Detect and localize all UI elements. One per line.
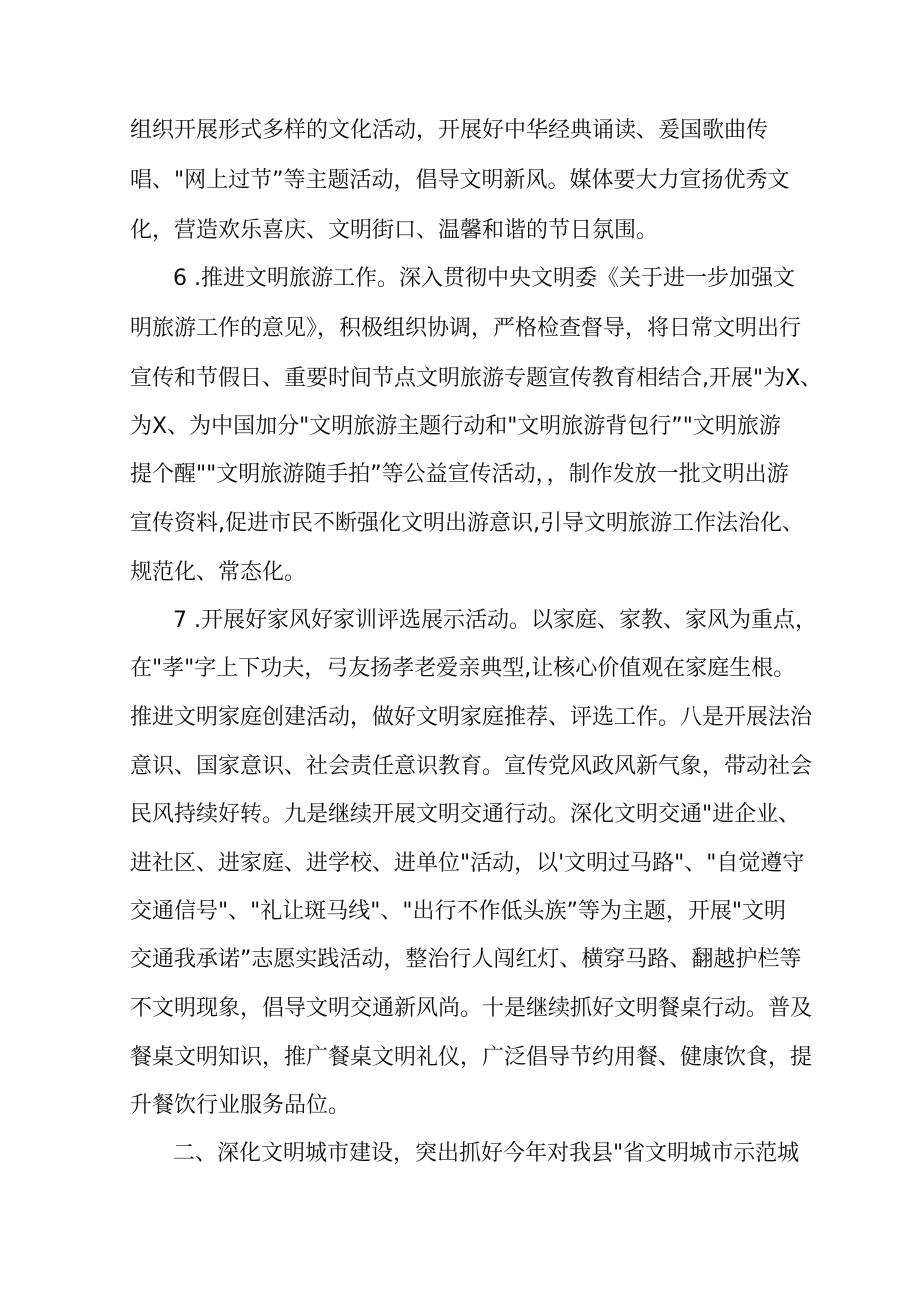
section-heading-7: 7 .开展好家风好家训评选展示活动。以家庭、家教、家风为重点，: [173, 608, 817, 633]
section-heading-2: 二、深化文明城市建设，突出抓好今年对我县"省文明城市示范城: [173, 1141, 800, 1166]
text-line: 餐桌文明知识，推广餐桌文明礼仪，广泛倡导节约用餐、健康饮食，提: [130, 1045, 813, 1070]
text-line: 唱、"网上过节”等主题活动，倡导文明新风。媒体要大力宣扬优秀文: [130, 168, 790, 193]
text-line: 宣传和节假日、重要时间节点文明旅游专题宣传教育相结合,开展"为X、: [130, 366, 823, 391]
section-heading-6: 6 .推进文明旅游工作。深入贯彻中央文明委《关于进一步加强文: [173, 266, 795, 291]
text-line: 化，营造欢乐喜庆、文明街口、温馨和谐的节日氛围。: [130, 218, 659, 243]
text-line: 明旅游工作的意见》，积极组织协调，严格检查督导，将日常文明出行: [130, 316, 802, 341]
text-line: 交通信号"、"礼让斑马线"、"出行不作低头族”等为主题，开展"文明: [130, 899, 786, 924]
text-line: 推进文明家庭创建活动，做好文明家庭推荐、评选工作。八是开展法治: [130, 705, 813, 730]
text-line: 宣传资料,促进市民不断强化文明出游意识,引导文明旅游工作法治化、: [130, 511, 804, 536]
text-line: 规范化、常态化。: [130, 560, 307, 585]
text-line: 提个醒""文明旅游随手拍”等公益宣传活动，，制作发放一批文明出游: [130, 462, 789, 487]
text-line: 在"孝"字上下功夫，弓友扬孝老爱亲典型,让核心价值观在家庭生根。: [130, 656, 796, 681]
text-line: 不文明现象，倡导文明交通新风尚。十是继续抓好文明餐桌行动。普及: [130, 996, 813, 1021]
text-line: 意识、国家意识、社会责任意识教育。宣传党风政风新气象，带动社会: [130, 754, 813, 779]
text-line: 组织开展形式多样的文化活动，开展好中华经典诵读、爰国歌曲传: [130, 118, 769, 143]
text-line: 进社区、进家庭、进学校、进单位"活动，以'文明过马路"、"自觉遵守: [130, 851, 805, 876]
text-line: 民风持续好转。九是继续开展文明交通行动。深化文明交通"进企业、: [130, 802, 801, 827]
text-line: 升餐饮行业服务品位。: [130, 1093, 351, 1118]
text-line: 交通我承诺”志愿实践活动，整治行人闯红灯、横穿马路、翻越护栏等: [130, 947, 802, 972]
text-line: 为X、为中国加分"文明旅游主题行动和"文明旅游背包行”"文明旅游: [130, 414, 781, 439]
